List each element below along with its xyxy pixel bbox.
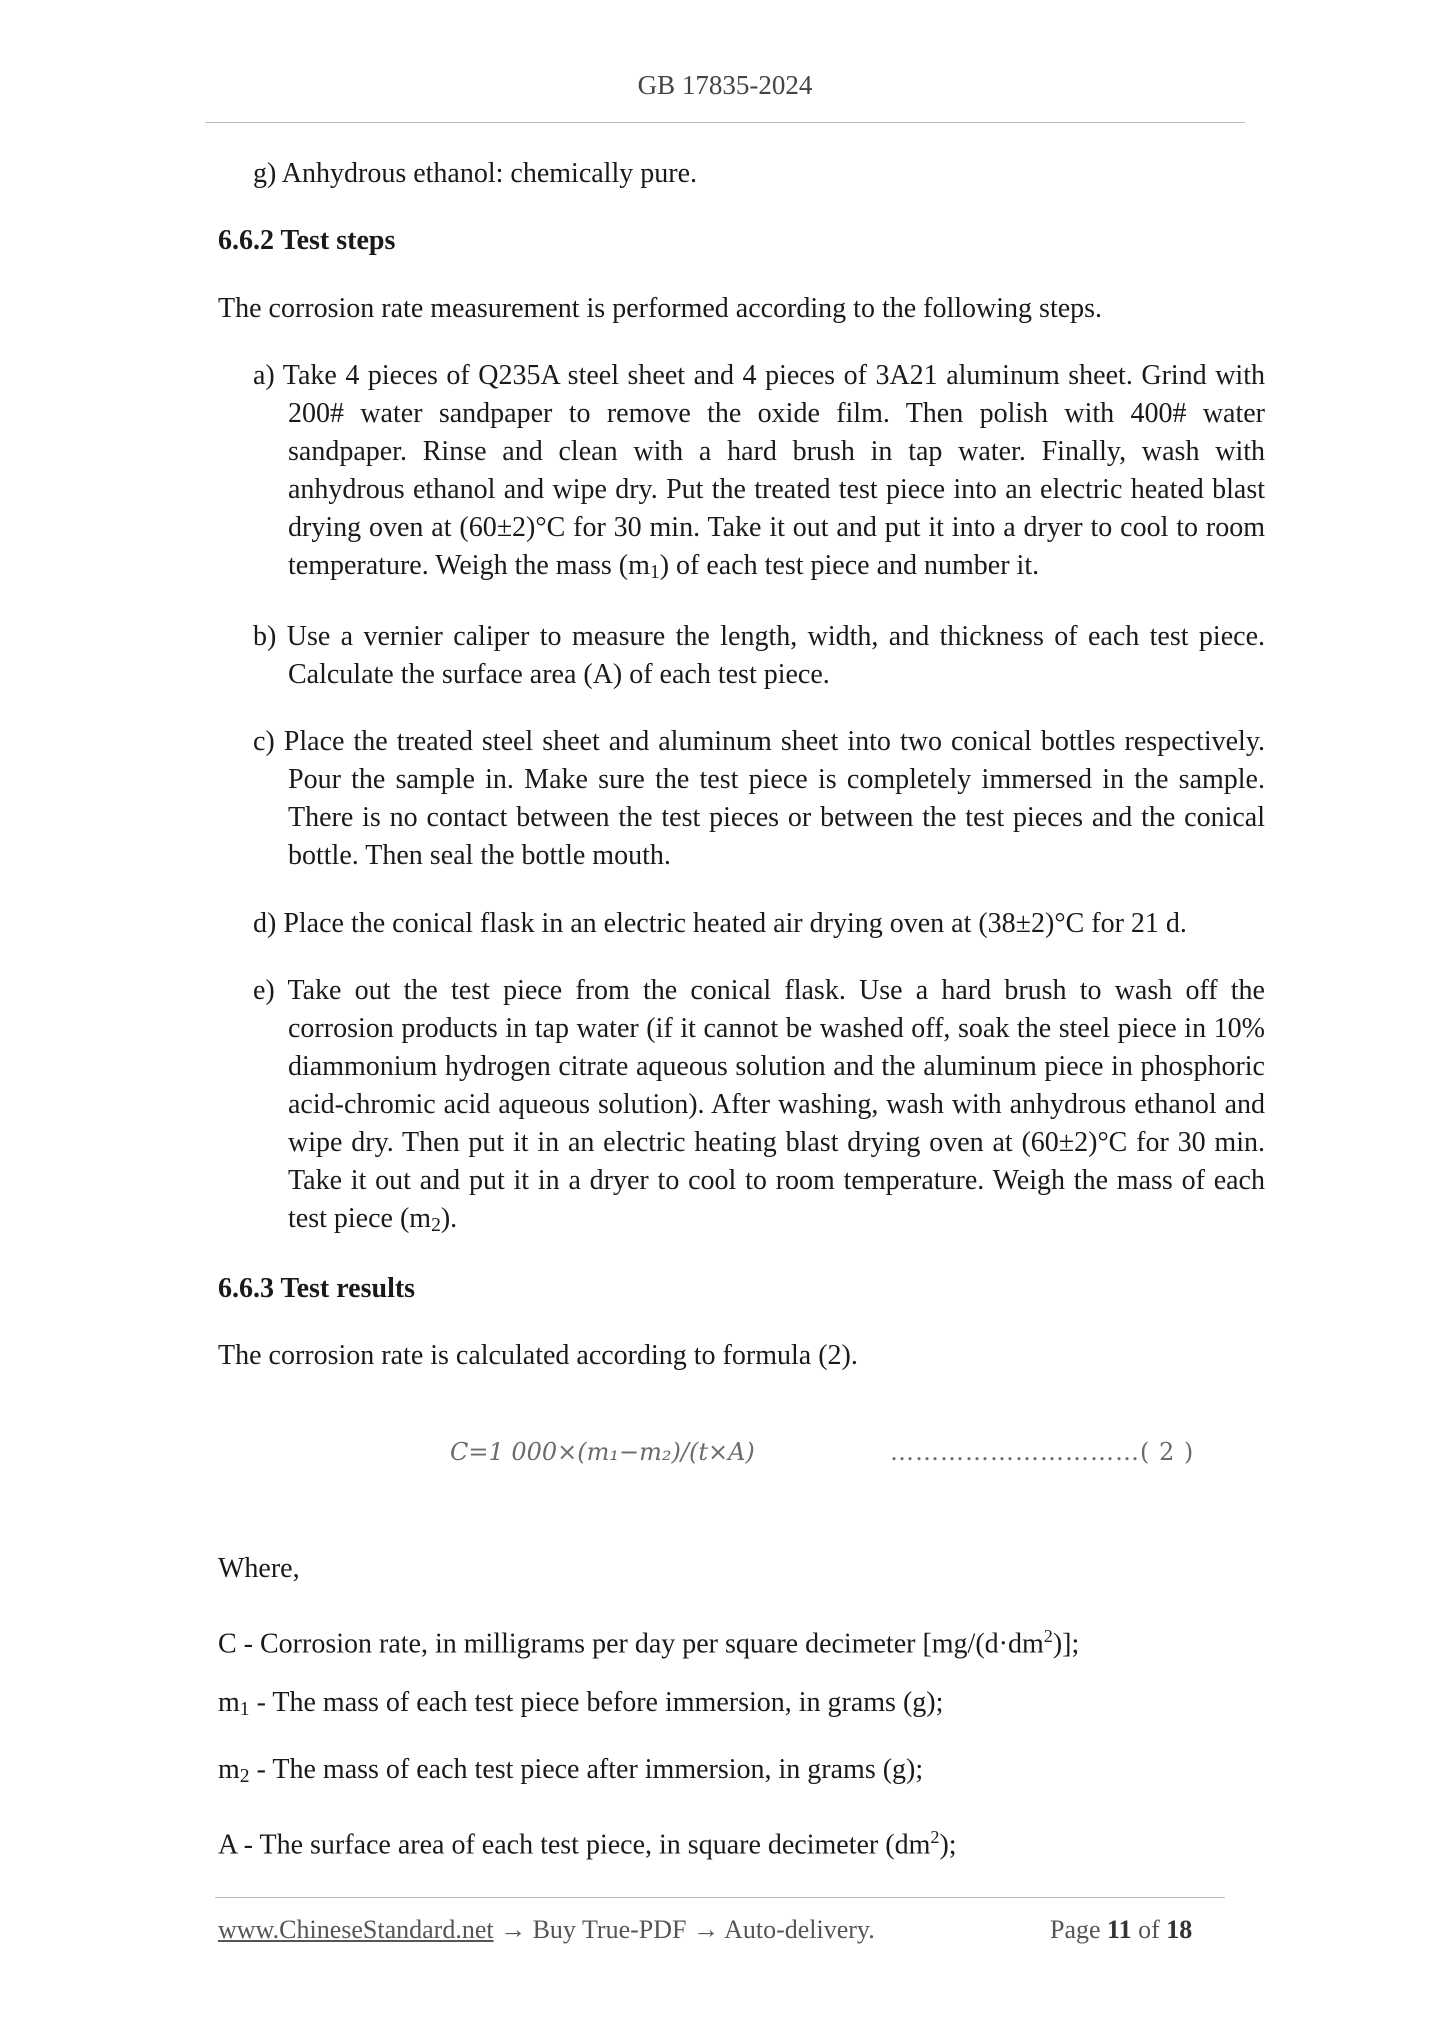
list-label-a: a) xyxy=(253,360,275,391)
list-text-d: Place the conical flask in an electric heated air drying oven at (38±2)°C for 21 d. xyxy=(283,908,1187,939)
definition-m1-text: - The mass of each test piece before immersion, in grams (g); xyxy=(249,1687,944,1718)
definition-m2-symbol: m xyxy=(218,1754,240,1785)
list-item-b xyxy=(253,618,1265,694)
paragraph-intro-6-6-3: The corrosion rate is calculated according to formula (2). xyxy=(218,1340,858,1371)
page-of: of xyxy=(1138,1915,1160,1944)
list-label-e: e) xyxy=(253,975,275,1006)
footer-promo xyxy=(218,1915,875,1945)
arrow-right-icon: → xyxy=(493,1915,533,1944)
list-item-c xyxy=(253,723,1265,875)
website-link[interactable]: www.ChineseStandard.net xyxy=(218,1915,494,1944)
document-header: GB 17835-2024 xyxy=(637,70,813,100)
footer-divider xyxy=(215,1897,1225,1898)
list-text-b: Use a vernier caliper to measure the length, width, and thickness of each test piece. Calculate the surface area (A) of each test piece. xyxy=(286,621,1265,690)
definition-c-end: )]; xyxy=(1052,1628,1080,1660)
paragraph-intro-6-6-2: The corrosion rate measurement is performed according to the following steps. xyxy=(218,293,1103,324)
list-label-d: d) xyxy=(253,908,277,939)
list-label-b: b) xyxy=(253,621,277,652)
list-text-e-part2: ). xyxy=(440,1203,458,1234)
where-label: Where, xyxy=(218,1553,300,1584)
page-indicator xyxy=(1050,1915,1192,1945)
definition-c-text: C - Corrosion rate, in milligrams per day per square decimeter [mg/(d·dm xyxy=(218,1628,1044,1660)
section-heading-6-6-2: 6.6.2 Test steps xyxy=(218,225,396,256)
definition-m2-text: - The mass of each test piece after immersion, in grams (g); xyxy=(249,1754,924,1785)
list-label-c: c) xyxy=(253,726,275,757)
definition-a-text: A - The surface area of each test piece, in square decimeter (dm xyxy=(218,1829,931,1861)
definition-a-superscript: 2 xyxy=(930,1827,940,1847)
formula-expression: C=1 000×(m₁−m₂)/(t×A) xyxy=(450,1438,755,1466)
page-label: Page xyxy=(1050,1915,1101,1944)
definition-m1-symbol: m xyxy=(218,1687,240,1718)
definition-m2-subscript: 2 xyxy=(239,1765,250,1787)
definition-a-end: ); xyxy=(939,1829,957,1861)
list-text-e-part1: Take out the test piece from the conical flask. Use a hard brush to wash off the corrosion products in tap water (if it cannot be washed off, soak the steel piece in 10% diammonium hydrogen citrate aqueous solution and the aluminum piece in phosphoric acid-chromic acid aqueous solution). After washing, wash with anhydrous ethanol and wipe dry. Then put it in an electric heating blast drying oven at (60±2)°C for 30 min. Take it out and put it in a dryer to cool to room temperature. Weigh the mass of each test piece (m xyxy=(287,975,1265,1234)
formula-number: …………………………( 2 ) xyxy=(890,1438,1195,1466)
list-item-e xyxy=(253,972,1265,1241)
definition-m1 xyxy=(218,1684,1230,1725)
definition-a xyxy=(218,1818,1230,1864)
definition-c xyxy=(218,1617,1230,1663)
list-text-a-part1: Take 4 pieces of Q235A steel sheet and 4 pieces of 3A21 aluminum sheet. Grind with 200# water sandpaper to remove the oxide film. Then polish with 400# water sandpaper. Rinse and clean with a hard brush in tap water. Finally, wash with anhydrous ethanol and wipe dry. Put the treated test piece into an electric heated blast drying oven at (60±2)°C for 30 min. Take it out and put it into a dryer to cool to room temperature. Weigh the mass (m xyxy=(282,360,1265,581)
auto-delivery-text: Auto-delivery. xyxy=(724,1915,875,1944)
list-item-g: g) Anhydrous ethanol: chemically pure. xyxy=(253,158,697,189)
arrow-right-icon: → xyxy=(686,1915,725,1944)
buy-true-pdf-text: Buy True-PDF xyxy=(532,1915,687,1944)
subscript-1: 1 xyxy=(649,561,660,583)
header-divider xyxy=(205,122,1245,123)
list-text-a-part2: ) of each test piece and number it. xyxy=(659,550,1040,581)
definition-m2 xyxy=(218,1751,1230,1792)
definition-m1-subscript: 1 xyxy=(239,1698,250,1720)
list-item-d xyxy=(253,905,1265,943)
section-heading-6-6-3: 6.6.3 Test results xyxy=(218,1273,416,1304)
page-total: 18 xyxy=(1166,1915,1193,1944)
list-text-c: Place the treated steel sheet and aluminum sheet into two conical bottles respectively. Pour the sample in. Make sure the test piece is completely immersed in the sample. There is no contact between the test pieces or between the test pieces and the conical bottle. Then seal the bottle mouth. xyxy=(283,726,1265,871)
subscript-2: 2 xyxy=(431,1214,441,1236)
page-current: 11 xyxy=(1107,1915,1132,1944)
formula-2 xyxy=(450,1438,1230,1478)
superscript-2: 2 xyxy=(1043,1626,1053,1646)
list-item-a xyxy=(253,357,1265,588)
